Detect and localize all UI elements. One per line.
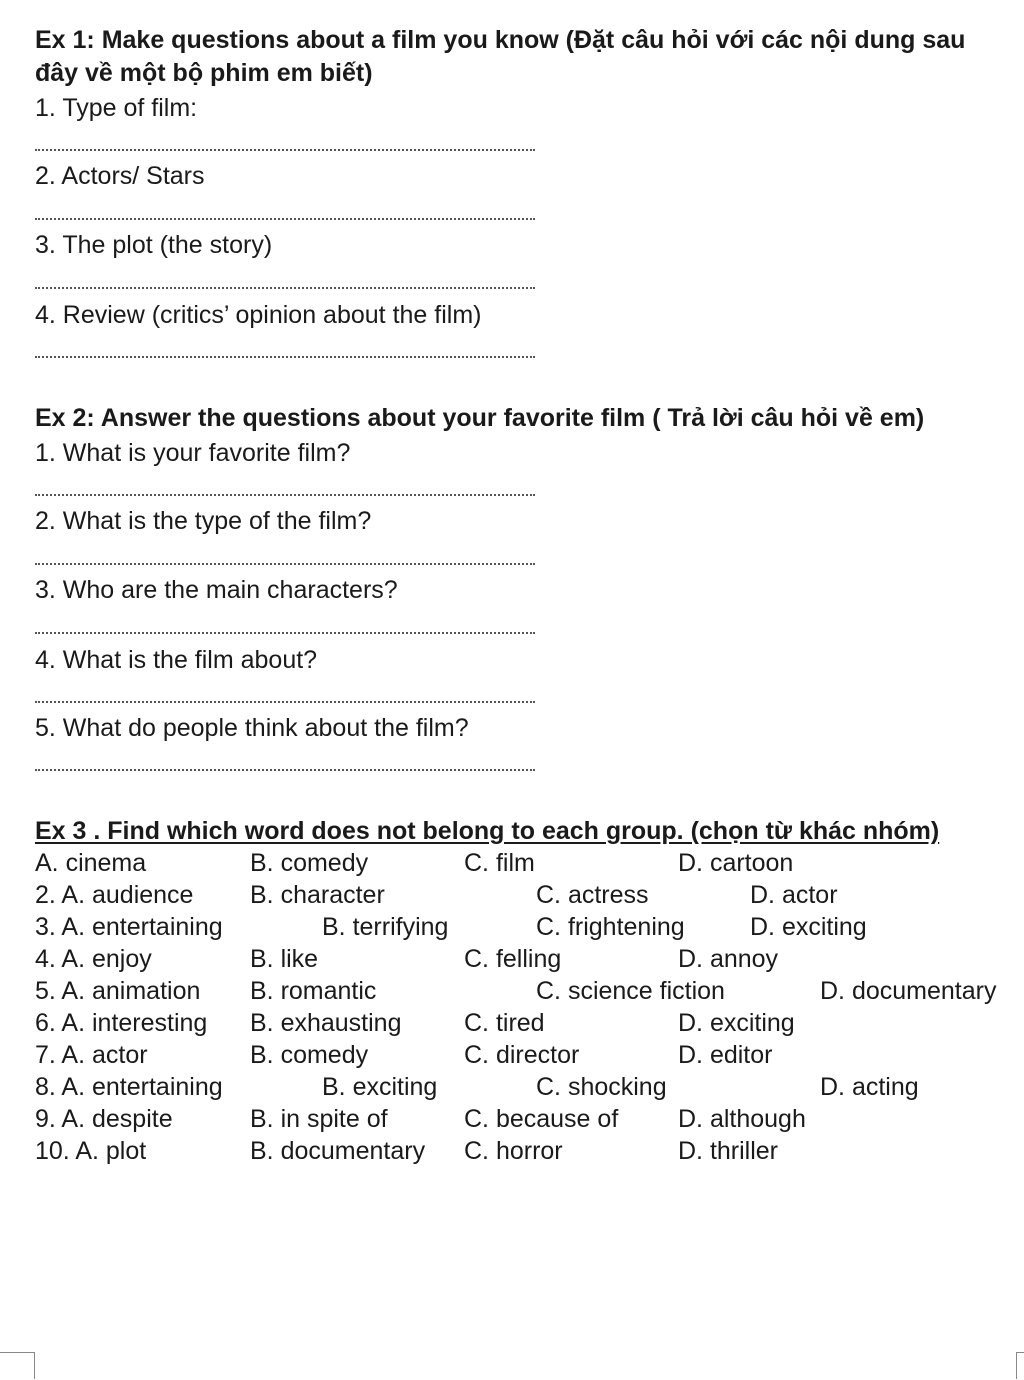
ex3-row5-option-a[interactable]: 5. A. animation	[35, 977, 201, 1005]
ex3-row6-option-d[interactable]: D. exciting	[678, 1009, 795, 1037]
ex3-row8-option-b[interactable]: B. exciting	[322, 1073, 438, 1101]
ex3-row1-option-a[interactable]: A. cinema	[35, 849, 147, 877]
ex3-row10-option-b[interactable]: B. documentary	[250, 1137, 426, 1165]
ex3-row5-option-b[interactable]: B. romantic	[250, 977, 377, 1005]
answer-line[interactable]	[35, 149, 535, 151]
page-corner-mark-right	[1016, 1352, 1024, 1379]
ex3-row3-option-b[interactable]: B. terrifying	[322, 913, 449, 941]
ex1-item-2: 2. Actors/ Stars	[35, 162, 205, 190]
ex1-item-4: 4. Review (critics’ opinion about the film)	[35, 301, 482, 329]
ex3-row10-option-c[interactable]: C. horror	[464, 1137, 563, 1165]
ex3-row3-option-a[interactable]: 3. A. entertaining	[35, 913, 223, 941]
answer-line[interactable]	[35, 563, 535, 565]
ex3-row8-option-d[interactable]: D. acting	[820, 1073, 919, 1101]
ex3-row2-option-b[interactable]: B. character	[250, 881, 385, 909]
answer-line[interactable]	[35, 494, 535, 496]
ex2-item-2: 2. What is the type of the film?	[35, 507, 372, 535]
page-corner-mark-left	[0, 1352, 35, 1379]
ex1-item-3: 3. The plot (the story)	[35, 231, 273, 259]
ex1-item-1: 1. Type of film:	[35, 94, 198, 122]
ex3-row1-option-d[interactable]: D. cartoon	[678, 849, 794, 877]
ex3-row4-option-c[interactable]: C. felling	[464, 945, 562, 973]
ex3-row9-option-d[interactable]: D. although	[678, 1105, 806, 1133]
ex3-row10-option-a[interactable]: 10. A. plot	[35, 1137, 147, 1165]
answer-line[interactable]	[35, 356, 535, 358]
ex2-item-1: 1. What is your favorite film?	[35, 439, 351, 467]
ex3-row4-option-b[interactable]: B. like	[250, 945, 319, 973]
ex2-title: Ex 2: Answer the questions about your favorite film ( Trả lời câu hỏi về em)	[35, 404, 925, 432]
ex3-row5-option-d[interactable]: D. documentary	[820, 977, 997, 1005]
answer-line[interactable]	[35, 769, 535, 771]
ex3-row2-option-d[interactable]: D. actor	[750, 881, 838, 909]
answer-line[interactable]	[35, 701, 535, 703]
ex3-row4-option-d[interactable]: D. annoy	[678, 945, 779, 973]
ex3-row3-option-c[interactable]: C. frightening	[536, 913, 685, 941]
ex3-row10-option-d[interactable]: D. thriller	[678, 1137, 779, 1165]
ex3-row2-option-c[interactable]: C. actress	[536, 881, 649, 909]
ex3-row8-option-a[interactable]: 8. A. entertaining	[35, 1073, 223, 1101]
ex3-row7-option-c[interactable]: C. director	[464, 1041, 580, 1069]
ex2-item-4: 4. What is the film about?	[35, 646, 318, 674]
ex3-row7-option-a[interactable]: 7. A. actor	[35, 1041, 148, 1069]
ex3-row9-option-b[interactable]: B. in spite of	[250, 1105, 388, 1133]
ex3-row9-option-a[interactable]: 9. A. despite	[35, 1105, 173, 1133]
answer-line[interactable]	[35, 287, 535, 289]
ex3-row6-option-a[interactable]: 6. A. interesting	[35, 1009, 208, 1037]
ex3-row3-option-d[interactable]: D. exciting	[750, 913, 867, 941]
ex3-row7-option-d[interactable]: D. editor	[678, 1041, 773, 1069]
ex3-row7-option-b[interactable]: B. comedy	[250, 1041, 369, 1069]
ex3-row6-option-c[interactable]: C. tired	[464, 1009, 545, 1037]
ex3-title: Ex 3 . Find which word does not belong to each group. (chọn từ khác nhóm)	[35, 817, 940, 845]
ex1-title-line2: đây về một bộ phim em biết)	[35, 59, 373, 87]
ex3-row4-option-a[interactable]: 4. A. enjoy	[35, 945, 152, 973]
ex3-row1-option-b[interactable]: B. comedy	[250, 849, 369, 877]
ex3-row6-option-b[interactable]: B. exhausting	[250, 1009, 402, 1037]
ex2-item-3: 3. Who are the main characters?	[35, 576, 398, 604]
ex3-row8-option-c[interactable]: C. shocking	[536, 1073, 667, 1101]
ex1-title-line1: Ex 1: Make questions about a film you know (Đặt câu hỏi với các nội dung sau	[35, 26, 966, 54]
ex2-item-5: 5. What do people think about the film?	[35, 714, 469, 742]
ex3-row9-option-c[interactable]: C. because of	[464, 1105, 619, 1133]
ex3-row5-option-c[interactable]: C. science fiction	[536, 977, 725, 1005]
ex3-row1-option-c[interactable]: C. film	[464, 849, 535, 877]
ex3-row2-option-a[interactable]: 2. A. audience	[35, 881, 194, 909]
answer-line[interactable]	[35, 218, 535, 220]
answer-line[interactable]	[35, 632, 535, 634]
